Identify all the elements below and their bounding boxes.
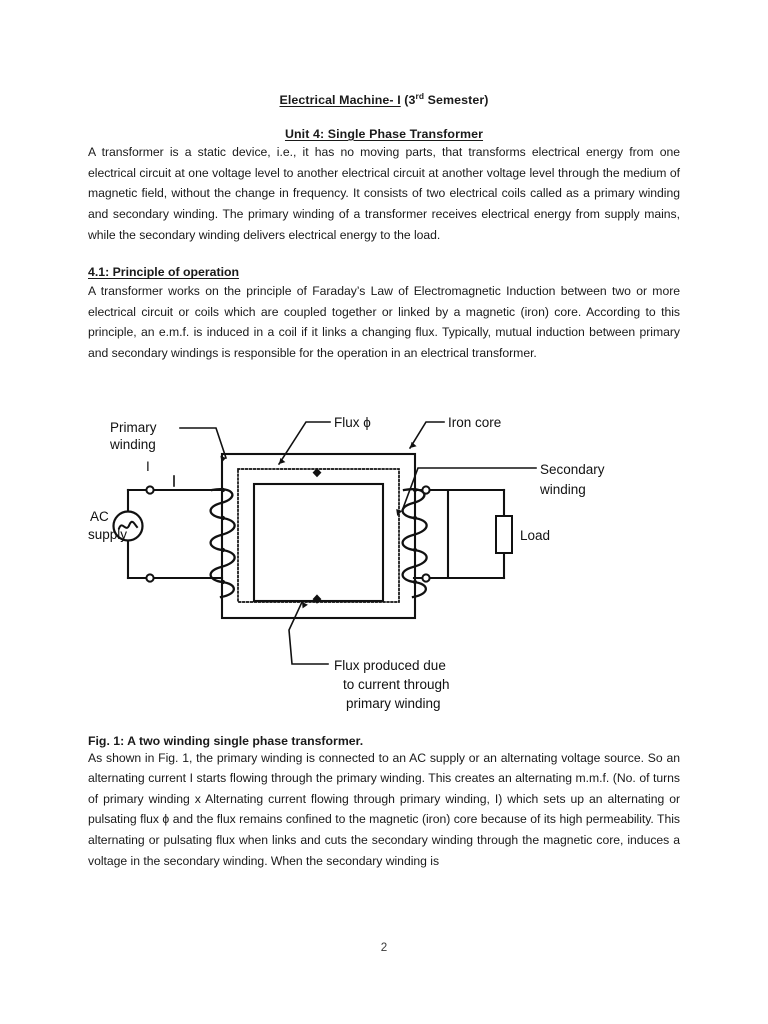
label-secondary-winding-line1: Secondary [540, 461, 605, 477]
page-number: 2 [380, 941, 388, 954]
section-heading: 4.1: Principle of operation [88, 265, 240, 280]
leader-arrowheads [220, 441, 416, 608]
leader-primary-winding [180, 428, 226, 458]
label-flux-note-line3: primary winding [346, 695, 441, 711]
unit-title-text: Unit 4: Single Phase Transformer [284, 127, 484, 142]
label-load: Load [520, 527, 551, 543]
secondary-terminal-bottom [422, 574, 429, 581]
primary-terminal-bottom [146, 574, 153, 581]
transformer-figure [88, 406, 680, 724]
flux-path-dotted-loop [238, 469, 399, 602]
page-content [88, 0, 680, 871]
secondary-circuit-wiring [414, 490, 504, 578]
load-resistor-symbol [496, 516, 512, 553]
label-flux: Flux ϕ [334, 414, 371, 430]
figure-caption: Fig. 1: A two winding single phase transformer. [88, 733, 364, 748]
leader-flux [279, 422, 330, 464]
unit-title [88, 126, 680, 142]
label-ac-supply-line1: AC [90, 508, 109, 524]
leader-lines [180, 422, 536, 664]
secondary-terminal-top [422, 486, 429, 493]
primary-terminal-top [146, 486, 153, 493]
transformer-diagram-svg [88, 406, 680, 724]
title-block [88, 92, 680, 142]
leader-iron-core [410, 422, 444, 448]
label-ac-supply-line2: supply [88, 526, 128, 542]
core-outer-rect [222, 454, 415, 618]
label-primary-winding-line1: Primary [110, 419, 157, 435]
document-title-main: Electrical Machine- I [279, 93, 401, 107]
label-primary-winding-line2: winding [110, 436, 156, 452]
document-title-suffix-post: Semester) [424, 93, 489, 107]
label-iron-core: Iron core [448, 414, 502, 430]
label-secondary-winding-line2: winding [540, 481, 586, 497]
section-heading-wrap [88, 245, 680, 281]
label-flux-note-line1: Flux produced due [334, 657, 446, 673]
document-title [88, 92, 680, 108]
principle-paragraph: A transformer works on the principle of Faraday’s Law of Electromagnetic Induction between two or more electrical circuit or coils which are coupled together or linked by a magnetic (iron) core. According to this principle, an e.m.f. is induced in a coil if it links a changing flux. Typically, mutual induction between primary and secondary windings is responsible for the operation in an electrical transformer. [88, 284, 680, 360]
explanation-paragraph: As shown in Fig. 1, the primary winding is connected to an AC supply or an alternating voltage source. So an alternating current I starts flowing through the primary winding. This creates an alternating m.m.f. (No. of turns of primary winding x Alternating current flowing through primary winding, I) which sets up an alternating or pulsating flux ϕ and the flux remains confined to the magnetic (iron) core because of its high permeability. This alternating or pulsating flux when links and cuts the secondary winding through the magnetic core, induces a voltage in the secondary winding. When the secondary winding is [88, 750, 680, 868]
document-title-ordinal: rd [415, 90, 425, 101]
core-inner-rect [254, 484, 383, 601]
primary-circuit-wiring [128, 490, 222, 578]
flux-direction-markers [314, 469, 321, 603]
document-title-suffix-pre: (3 [400, 93, 416, 107]
leader-flux-note [289, 602, 328, 664]
intro-paragraph: A transformer is a static device, i.e., it has no moving parts, that transforms electrical energy from one electrical circuit at one voltage level to another electrical circuit at another voltage level through the medium of magnetic field, without the change in frequency. It consists of two electrical coils called as a primary winding and secondary winding. The primary winding of a transformer receives electrical energy from supply mains, while the secondary winding delivers electrical energy to the load. [88, 145, 680, 242]
label-flux-note-line2: to current through [343, 676, 450, 692]
label-current-i: I [146, 458, 150, 474]
